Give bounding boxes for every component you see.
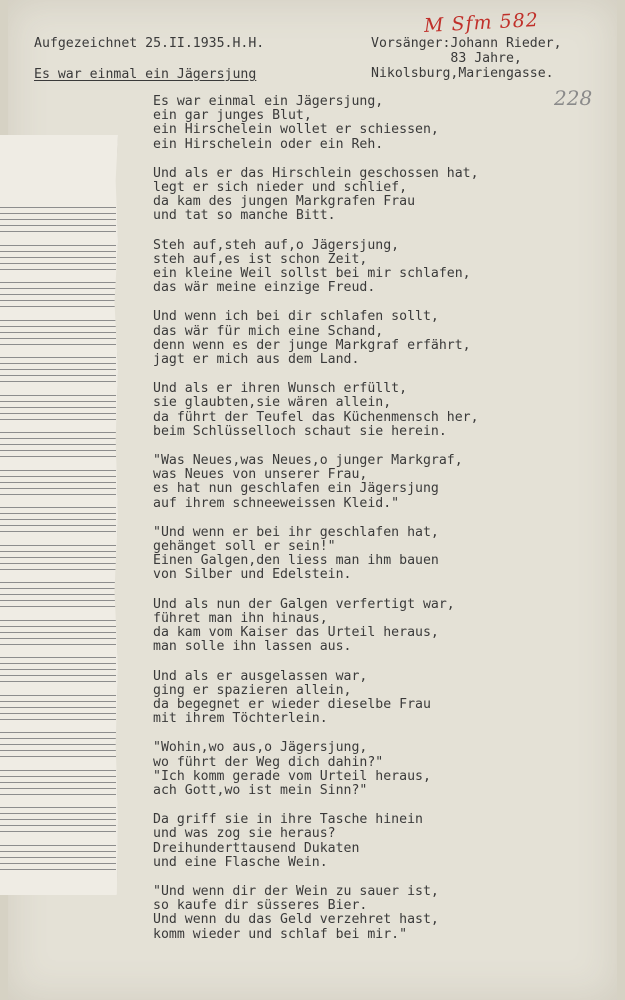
verse-line: ein Hirschelein wollet er schiessen, [153,122,439,138]
verse-line: gehänget soll er sein!" [153,539,336,555]
music-staff [0,845,116,873]
singer-line: Vorsänger:Johann Rieder, [371,36,562,51]
music-staff [0,807,116,835]
music-staff [0,732,116,760]
music-staff [0,620,116,648]
music-staff [0,357,116,385]
verse-line: komm wieder und schlaf bei mir." [153,926,408,942]
music-staff [0,657,116,685]
verse-line: "Wohin,wo aus,o Jägersjung, [153,740,368,756]
recording-date: Aufgezeichnet 25.II.1935.H.H. [34,36,265,51]
verse-line: Einen Galgen,den liess man ihm bauen [153,553,439,569]
verse-line: Und als nun der Galgen verfertigt war, [153,596,455,612]
verse-line: sie glaubten,sie wären allein, [153,395,392,411]
verse-line: "Und wenn dir der Wein zu sauer ist, [153,883,439,899]
verse-line: ging er spazieren allein, [153,682,352,698]
verse-line: wo führt der Weg dich dahin?" [153,754,384,770]
verse-line: auf ihrem schneeweissen Kleid." [153,495,400,511]
music-staff [0,207,116,235]
verse [153,95,479,152]
verse-line: Und wenn ich bei dir schlafen sollt, [153,309,439,325]
verse-line: und eine Flasche Wein. [153,854,328,870]
verse [153,885,479,942]
verse-line: man solle ihn lassen aus. [153,639,352,655]
verse-line: da kam vom Kaiser das Urteil heraus, [153,625,439,641]
verse [153,310,479,367]
verse [153,598,479,655]
music-staff [0,320,116,348]
verse-line: Es war einmal ein Jägersjung, [153,94,384,109]
verse-line: denn wenn es der junge Markgraf erfährt, [153,337,471,353]
verse-line: da kam des jungen Markgrafen Frau [153,194,416,210]
music-staff [0,695,116,723]
verse-line: das wär meine einzige Freud. [153,280,376,296]
verse-line: so kaufe dir süsseres Bier. [153,898,368,914]
verse-line: beim Schlüsselloch schaut sie herein. [153,423,447,439]
page-number: 228 [554,86,593,110]
music-staff [0,282,116,310]
verse-line: da begegnet er wieder dieselbe Frau [153,696,431,712]
verse [153,382,479,439]
verse-line: da führt der Teufel das Küchenmensch her, [153,409,479,425]
verse-line: ein gar junges Blut, [153,108,312,124]
song-text [153,95,479,957]
music-staff [0,545,116,573]
verse-line: Und als er das Hirschlein geschossen hat, [153,165,479,181]
verse [153,167,479,224]
music-staff [0,507,116,535]
verse-line: "Ich komm gerade vom Urteil heraus, [153,768,431,784]
singer-line: 83 Jahre, [371,51,522,66]
music-staff [0,245,116,273]
verse-line: Und als er ausgelassen war, [153,668,368,684]
verse-line: das wär für mich eine Schand, [153,323,384,339]
music-paper-sheet [0,135,118,895]
verse-line: Steh auf,steh auf,o Jägersjung, [153,237,400,253]
verse [153,670,479,727]
verse-line: führet man ihn hinaus, [153,610,328,626]
verse-line: Dreihunderttausend Dukaten [153,840,360,856]
verse [153,741,479,798]
singer-info [371,36,562,81]
verse-line: Da griff sie in ihre Tasche hinein [153,812,423,828]
verse-line: jagt er mich aus dem Land. [153,352,360,368]
verse-line: und was zog sie heraus? [153,826,336,842]
verse-line: ach Gott,wo ist mein Sinn?" [153,782,368,798]
verse-line: steh auf,es ist schon Zeit, [153,251,368,267]
verse-line: ein Hirschelein oder ein Reh. [153,136,384,152]
verse-line: legt er sich nieder und schlief, [153,180,408,196]
verse-line: mit ihrem Töchterlein. [153,711,328,727]
verse-line: "Und wenn er bei ihr geschlafen hat, [153,524,439,540]
verse [153,813,479,870]
music-staff [0,470,116,498]
music-staff [0,432,116,460]
verse-line: Und als er ihren Wunsch erfüllt, [153,381,408,397]
verse-line: und tat so manche Bitt. [153,208,336,224]
verse [153,454,479,511]
verse-line: was Neues von unserer Frau, [153,467,368,483]
singer-line: Nikolsburg,Mariengasse. [371,66,554,81]
verse-line: Und wenn du das Geld verzehret hast, [153,912,439,928]
verse [153,239,479,296]
verse [153,526,479,583]
archive-mark: M Sfm 582 [423,9,540,37]
song-title: Es war einmal ein Jägersjung [34,67,257,82]
verse-line: es hat nun geschlafen ein Jägersjung [153,481,439,497]
verse-line: ein kleine Weil sollst bei mir schlafen, [153,266,471,282]
music-staff [0,395,116,423]
music-staff [0,582,116,610]
verse-line: "Was Neues,was Neues,o junger Markgraf, [153,453,463,469]
verse-line: von Silber und Edelstein. [153,567,352,583]
music-staff [0,770,116,798]
